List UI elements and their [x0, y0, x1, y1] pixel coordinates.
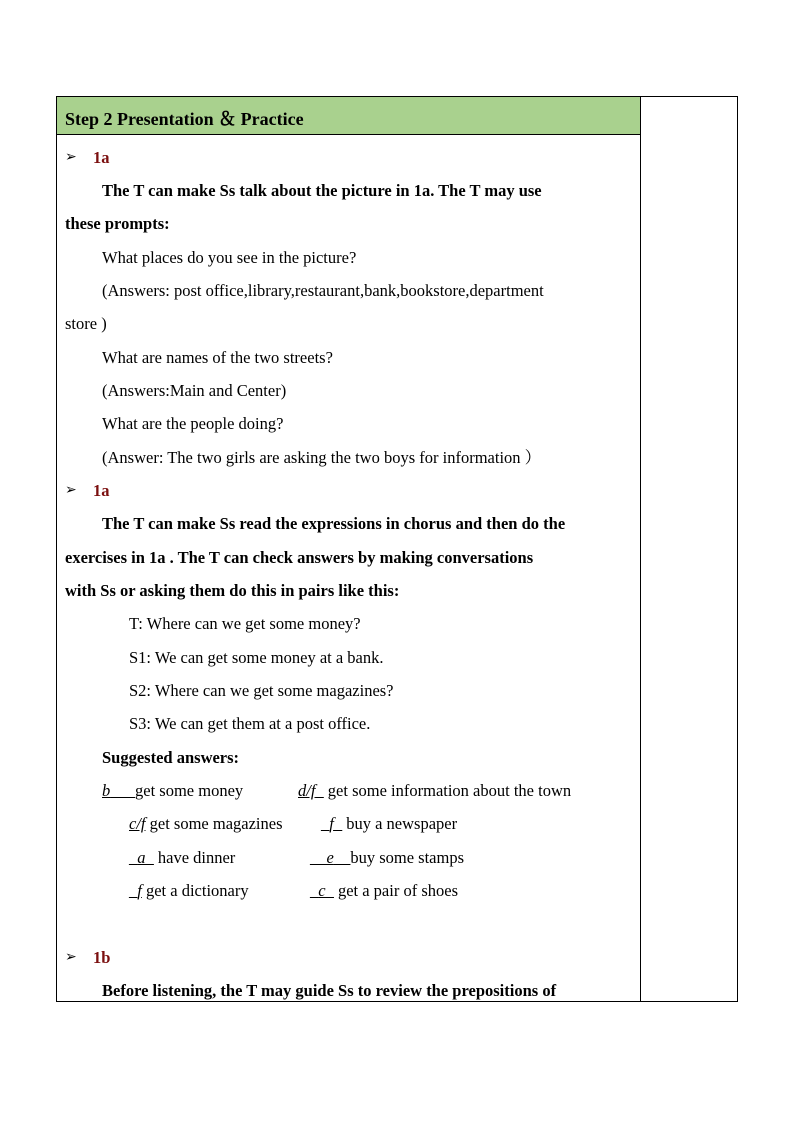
answer-blank: _c_ — [310, 881, 334, 900]
answer-item: d/f_ get some information about the town — [298, 781, 572, 800]
answer-blank: c/f — [129, 814, 146, 833]
notes-column-divider — [640, 97, 641, 1001]
paragraph-line: exercises in 1a . The T can check answers by making conversations — [65, 548, 534, 567]
lesson-table — [56, 96, 738, 1002]
paragraph-line: with Ss or asking them do this in pairs like this: — [65, 581, 400, 600]
answer-blank: _f — [129, 881, 142, 900]
prompt-answer: store ) — [65, 314, 107, 333]
answer-blank: __e__ — [310, 848, 351, 867]
paragraph-line: The T can make Ss read the expressions in chorus and then do the — [102, 514, 566, 533]
prompt-question: What places do you see in the picture? — [102, 248, 357, 267]
answer-blank: b___ — [102, 781, 135, 800]
section-label-1a: 1a — [93, 481, 110, 500]
step-title: Step 2 Presentation ＆ Practice — [65, 109, 304, 129]
answer-item: _f_ buy a newspaper — [321, 814, 458, 833]
answer-item: _c_ get a pair of shoes — [310, 881, 458, 900]
dialog-line: T: Where can we get some money? — [129, 614, 361, 633]
prompt-answer: (Answers:Main and Center) — [102, 381, 287, 400]
answer-blank: _a_ — [129, 848, 154, 867]
dialog-line: S3: We can get them at a post office. — [129, 714, 371, 733]
answer-item: __e__buy some stamps — [310, 848, 464, 867]
section-label-1a: 1a — [93, 148, 110, 167]
arrow-bullet-icon: ➢ — [65, 483, 77, 498]
paragraph-line: The T can make Ss talk about the picture in 1a. The T may use — [102, 181, 542, 200]
prompt-question: What are the people doing? — [102, 414, 284, 433]
answer-item: _a_ have dinner — [129, 848, 236, 867]
paragraph-line: Before listening, the T may guide Ss to review the prepositions of — [102, 981, 557, 1000]
paragraph-line: these prompts: — [65, 214, 170, 233]
answer-item: c/f get some magazines — [129, 814, 283, 833]
answer-blank: _f_ — [321, 814, 343, 833]
prompt-answer: (Answers: post office,library,restaurant,bank,bookstore,department — [102, 281, 544, 300]
answer-blank: d/f_ — [298, 781, 324, 800]
dialog-line: S1: We can get some money at a bank. — [129, 648, 384, 667]
answer-item: _f get a dictionary — [129, 881, 249, 900]
prompt-question: What are names of the two streets? — [102, 348, 333, 367]
arrow-bullet-icon: ➢ — [65, 950, 77, 965]
step-header — [57, 97, 640, 135]
section-label-1b: 1b — [93, 948, 111, 967]
dialog-line: S2: Where can we get some magazines? — [129, 681, 394, 700]
answer-item: b___get some money — [102, 781, 244, 800]
prompt-answer: (Answer: The two girls are asking the two boys for information ） — [102, 448, 542, 467]
suggested-answers-title: Suggested answers: — [102, 748, 240, 767]
arrow-bullet-icon: ➢ — [65, 150, 77, 165]
